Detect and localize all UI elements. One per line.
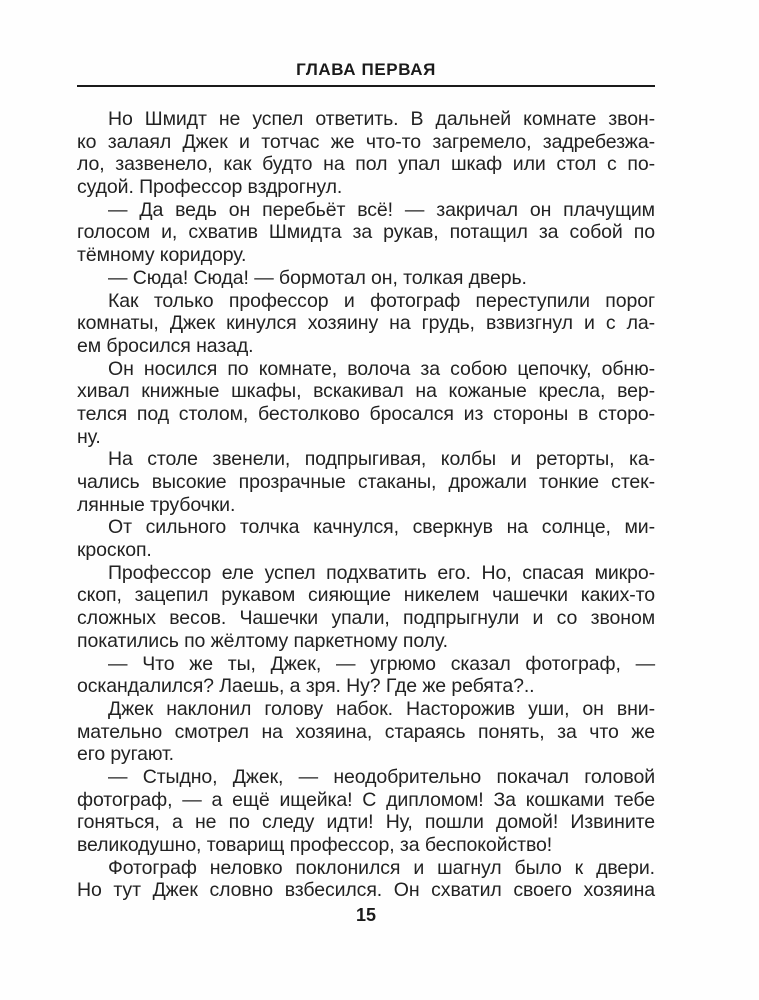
text-line: Профессор еле успел подхватить его. Но, спасая микро- — [108, 561, 655, 584]
text-line: голосом и, схватив Шмидта за рукав, потащил за собой по — [77, 221, 655, 244]
text-line: Но Шмидт не успел ответить. В дальней комнате звон- — [108, 108, 655, 130]
text-line: Как только профессор и фотограф переступили порог — [108, 289, 655, 312]
text-line: мательно смотрел на хозяина, стараясь понять, за что же — [77, 720, 655, 743]
body-text — [77, 108, 655, 902]
text-line: От сильного толчка качнулся, сверкнув на солнце, ми- — [108, 516, 655, 539]
text-line: хивал книжные шкафы, вскакивал на кожаные кресла, вер- — [77, 380, 655, 403]
text-line: покатились по жёлтому паркетному полу. — [77, 629, 448, 652]
text-line: чались высокие прозрачные стаканы, дрожали тонкие стек- — [77, 471, 655, 493]
text-line: — Сюда! Сюда! — бормотал он, толкая дверь. — [108, 266, 527, 289]
text-line: скоп, зацепил рукавом сияющие никелем чашечки каких-то — [77, 584, 655, 607]
chapter-heading: ГЛАВА ПЕРВАЯ — [296, 60, 436, 79]
text-line: ло, зазвенело, как будто на пол упал шкаф или стол с по- — [77, 153, 655, 176]
text-line: великодушно, товарищ профессор, за беспокойство! — [77, 834, 553, 856]
page-number: 15 — [355, 905, 377, 925]
text-line: Джек наклонил голову набок. Насторожив уши, он вни- — [108, 697, 655, 720]
heading-rule-divider — [77, 85, 655, 87]
text-line: телся под столом, бестолково бросался из стороны в сторо- — [77, 402, 655, 425]
text-line: кроскоп. — [77, 539, 152, 562]
text-line: лянные трубочки. — [77, 493, 236, 516]
text-line: ко залаял Джек и тотчас же что-то загремело, задребезжа- — [77, 130, 655, 153]
text-line: тёмному коридору. — [77, 244, 247, 267]
text-line: оскандалился? Лаешь, а зря. Ну? Где же ребята?.. — [77, 675, 535, 698]
text-line: судой. Профессор вздрогнул. — [77, 176, 343, 199]
text-line: фотограф, — а ещё ищейка! С дипломом! За кошками тебе — [77, 788, 655, 811]
text-line: гоняться, а не по следу идти! Ну, пошли домой! Извините — [77, 811, 655, 834]
text-line: ну. — [77, 425, 101, 448]
text-line: — Что же ты, Джек, — угрюмо сказал фотограф, — — [108, 652, 655, 675]
text-line: сложных весов. Чашечки упали, подпрыгнули и со звоном — [77, 607, 655, 630]
text-line: На столе звенели, подпрыгивая, колбы и реторты, ка- — [108, 448, 655, 471]
text-line: Но тут Джек словно взбесился. Он схватил своего хозяина — [77, 879, 655, 902]
text-line: Он носился по комнате, волоча за собою цепочку, обню- — [108, 357, 655, 380]
text-line: — Стыдно, Джек, — неодобрительно покачал головой — [108, 765, 655, 788]
text-line: его ругают. — [77, 743, 174, 766]
text-line: Фотограф неловко поклонился и шагнул было к двери. — [108, 856, 655, 879]
text-line: ем бросился назад. — [77, 334, 254, 357]
text-line: — Да ведь он перебьёт всё! — закричал он плачущим — [108, 198, 655, 221]
text-line: комнаты, Джек кинулся хозяину на грудь, взвизгнул и с ла- — [77, 312, 655, 335]
